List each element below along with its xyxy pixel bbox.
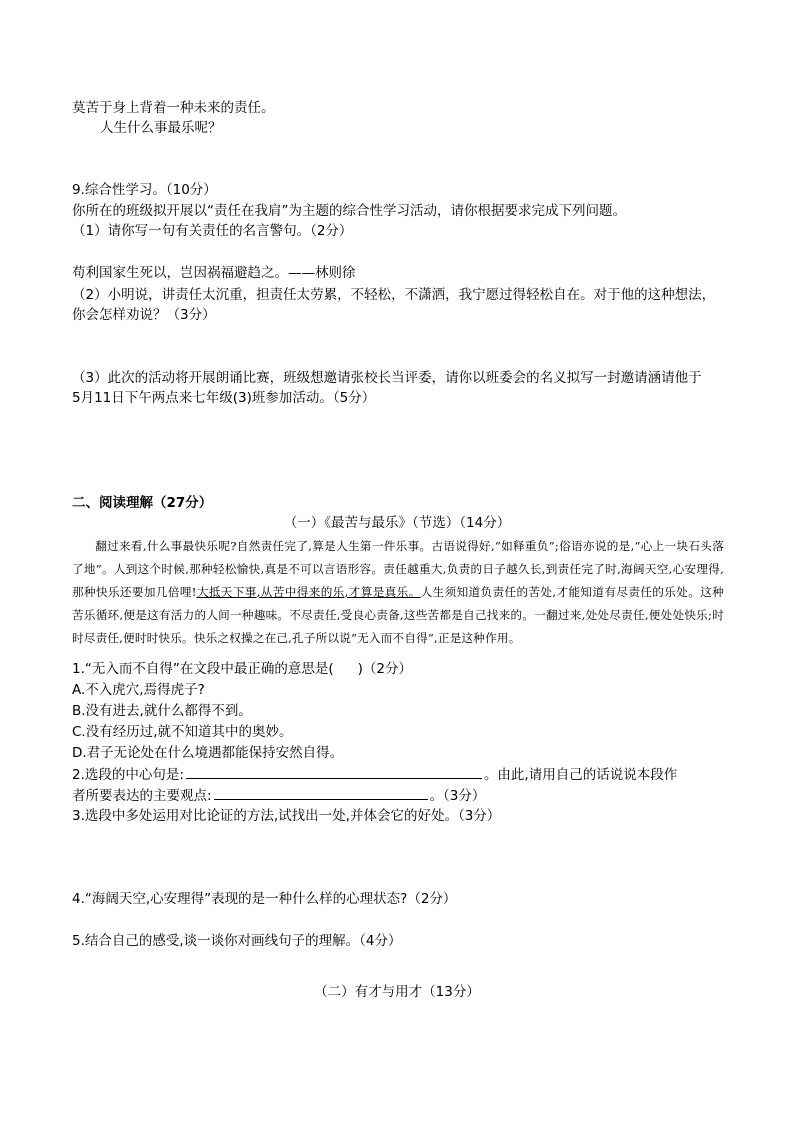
- q9-sub2-line1: （2）小明说，讲责任太沉重，担责任太劳累，不轻松，不潇洒，我宁愿过得轻松自在。对于他的这种想法，: [72, 287, 716, 303]
- option-c: C.没有经历过,就不知道其中的奥妙。: [72, 724, 293, 740]
- q9-sub2-line2: 你会怎样劝说？（3分）: [72, 307, 216, 323]
- question-5: 5.结合自己的感受,谈一谈你对画线句子的理解。（4分）: [72, 933, 402, 949]
- question-1: 1.“无入而不自得”在文段中最正确的意思是( )（2分）: [72, 661, 412, 677]
- answer-blank[interactable]: [214, 785, 428, 800]
- intro-line-1: 莫苦于身上背着一种未来的责任。: [72, 100, 275, 116]
- q9-sub3-line1: （3）此次的活动将开展朗诵比赛，班级想邀请张校长当评委，请你以班委会的名义拟写一封邀请涵请他于: [72, 370, 702, 386]
- intro-line-2: 人生什么事最乐呢？: [100, 120, 222, 136]
- question-2-line2: 者所要表达的主要观点: 。（3分）: [72, 785, 485, 806]
- passage-underlined-sentence: 大抵天下事,从苦中得来的乐,才算是真乐。: [196, 585, 421, 599]
- passage-text-before: 翻过来看,什么事最快乐呢?自然责任完了,算是人生第一件乐事。古语说得好,“如释重负”;俗语亦说的是,“心上一块石头落了地”。人到这个时候,那种轻松愉快,真是不可以言语形容。责任越重大,负责的日子越久长,到责任完了时,海阔天空,心安理得,那种快乐还要加几倍哩!: [72, 539, 724, 599]
- question-2-line1: 2.选段的中心句是: 。由此,请用自己的话说说本段作: [72, 764, 677, 785]
- question-3: 3.选段中多处运用对比论证的方法,试找出一处,并体会它的好处。（3分）: [72, 808, 501, 824]
- q9-sub3-line2: 5月11日下午两点来七年级(3)班参加活动。（5分）: [72, 390, 376, 406]
- part1-title: （一）《最苦与最乐》（节选）（14分）: [283, 515, 511, 531]
- passage-text-after: 人生须知道负责任的苦处,才能知道有尽责任的乐处。这种苦乐循环,便是这有活力的人间一种趣味。不尽责任,受良心责备,这些苦都是自己找来的。一翻过来,处处尽责任,便处处快乐;时时尽责任,便时时快乐。快乐之权操之在己,孔子所以说“无入而不自得”,正是这种作用。: [72, 585, 724, 645]
- reading-passage: [72, 535, 724, 650]
- part2-title: （二）有才与用才（13分）: [314, 984, 480, 1000]
- answer-blank[interactable]: [186, 764, 482, 779]
- q9-sub1: （1）请你写一句有关责任的名言警句。（2分）: [72, 223, 353, 239]
- option-a: A.不入虎穴,焉得虎子?: [72, 682, 205, 698]
- q9-answer1: 苟利国家生死以，岂因祸福避趋之。——林则徐: [72, 265, 356, 281]
- option-b: B.没有进去,就什么都得不到。: [72, 703, 252, 719]
- q9-description: 你所在的班级拟开展以“责任在我肩”为主题的综合性学习活动，请你根据要求完成下列问题。: [72, 203, 626, 219]
- section2-heading: 二、阅读理解（27分）: [72, 495, 213, 511]
- question-4: 4.“海阔天空,心安理得”表现的是一种什么样的心理状态?（2分）: [72, 891, 457, 907]
- option-d: D.君子无论处在什么境遇都能保持安然自得。: [72, 745, 344, 761]
- q9-title: 9.综合性学习。（10分）: [72, 182, 217, 198]
